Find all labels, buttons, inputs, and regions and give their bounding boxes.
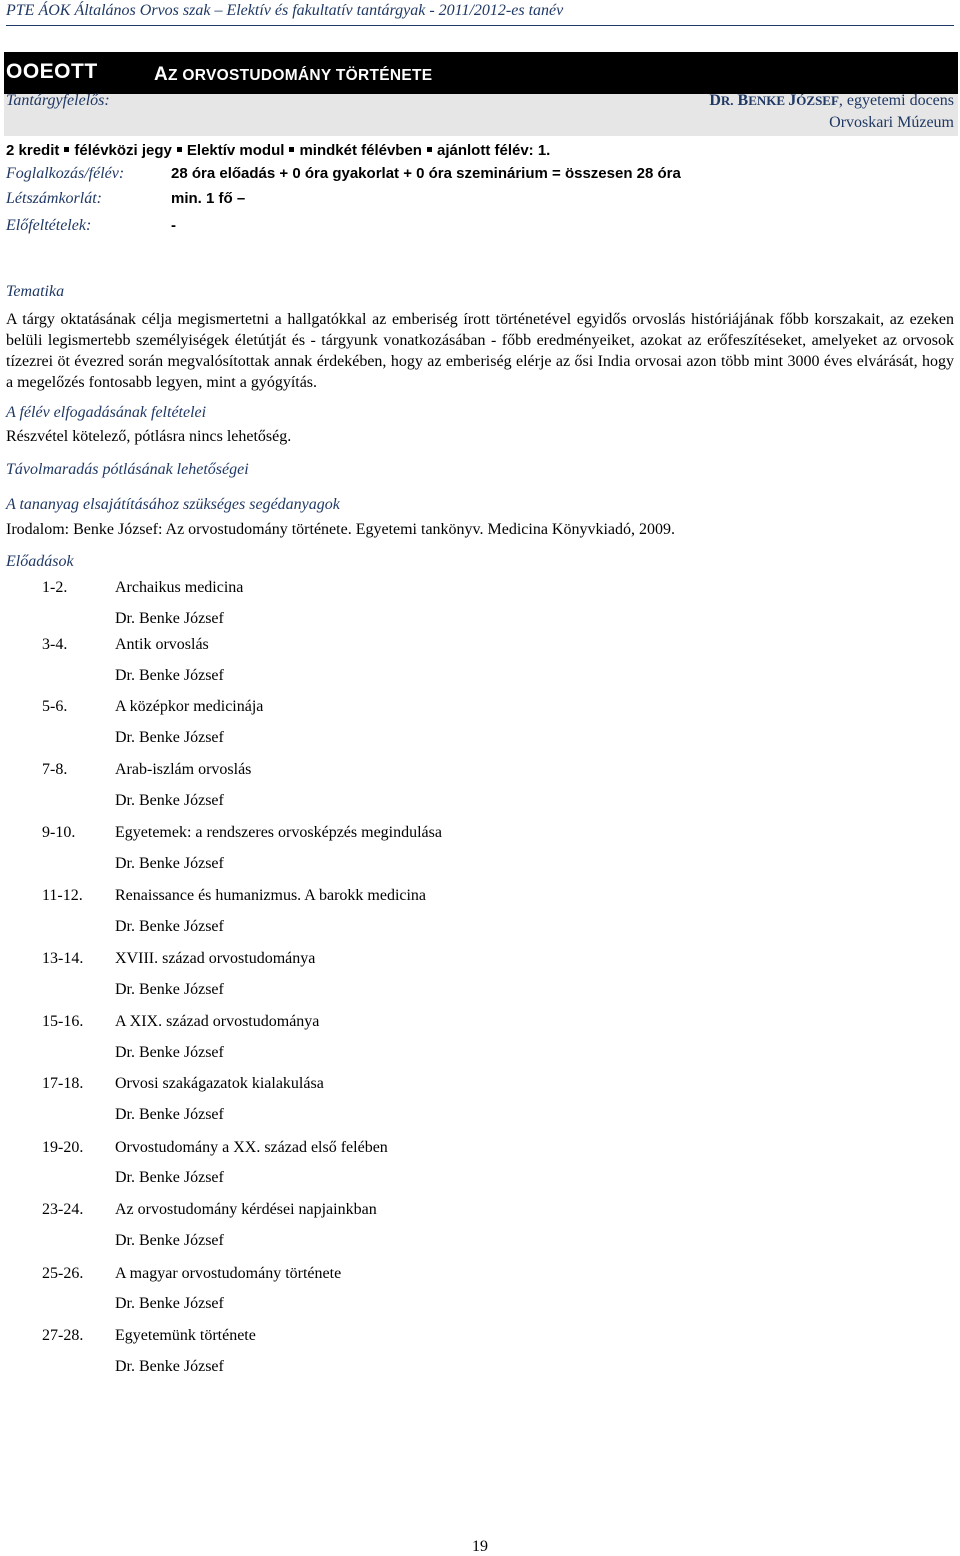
lecture-title: Az orvostudomány kérdései napjainkban bbox=[115, 1201, 377, 1218]
lecture-number: 5-6. bbox=[42, 698, 68, 715]
lecture-lecturer: Dr. Benke József bbox=[115, 855, 224, 872]
lecture-lecturer: Dr. Benke József bbox=[115, 1295, 224, 1312]
lecture-title: Renaissance és humanizmus. A barokk medicina bbox=[115, 887, 427, 904]
exam-type: félévközi jegy bbox=[74, 142, 172, 159]
headcount-row bbox=[6, 190, 245, 208]
lecture-title: Antik orvoslás bbox=[115, 636, 209, 653]
lecture-number: 17-18. bbox=[42, 1075, 84, 1092]
lecture-title: Egyetemek: a rendszeres orvosképzés megindulása bbox=[115, 824, 442, 841]
lecture-title: A középkor medicinája bbox=[115, 698, 264, 715]
responsible-name-cap1: B bbox=[733, 92, 749, 109]
lecture-lecturer: Dr. Benke József bbox=[115, 918, 224, 935]
module: Elektív modul bbox=[186, 142, 285, 159]
lecture-number: 9-10. bbox=[42, 824, 76, 841]
responsible-prefix-cap: D bbox=[709, 92, 721, 109]
acceptance-heading: A félév elfogadásának feltételei bbox=[6, 404, 207, 421]
lecture-number: 27-28. bbox=[42, 1327, 84, 1344]
responsible-name-sc1: ENKE bbox=[748, 93, 789, 108]
materials-heading: A tananyag elsajátításához szükséges segédanyagok bbox=[6, 496, 340, 513]
lecture-number: 19-20. bbox=[42, 1139, 84, 1156]
lecture-title: A XIX. század orvostudománya bbox=[115, 1013, 320, 1030]
lecture-number: 13-14. bbox=[42, 950, 84, 967]
course-title-rest: Z ORVOSTUDOMÁNY TÖRTÉNETE bbox=[168, 67, 433, 84]
bullet-square-icon bbox=[64, 147, 69, 152]
lecture-lecturer: Dr. Benke József bbox=[115, 792, 224, 809]
tematika-text: A tárgy oktatásának célja megismertetni a hallgatókkal az emberiség írott történetével egyidős orvoslás históriájának főbb korszakait, az ezeken belüli legismertebb személyiségek életútját és - tárgyunk vonatkozásában - főbb eredményeiket, azokat az erőfeszítéseket, amelyeket az orvosok tízezrei öt évezred során megvalósítottak annak érdekében, hogy az emberiség elérje az ősi India orvosai azon több mint 3000 éves elvárását, hogy a megelőzés fontosabb legyen, mint a gyógyítás. bbox=[6, 311, 954, 391]
lecture-title: Orvosi szakágazatok kialakulása bbox=[115, 1075, 324, 1092]
lecture-lecturer: Dr. Benke József bbox=[115, 981, 224, 998]
header-divider bbox=[6, 25, 954, 26]
responsible-prefix-sc: R. bbox=[720, 93, 734, 108]
bullet-square-icon bbox=[427, 147, 432, 152]
lecture-number: 1-2. bbox=[42, 579, 68, 596]
lecture-title: XVIII. század orvostudománya bbox=[115, 950, 316, 967]
lecture-lecturer: Dr. Benke József bbox=[115, 610, 224, 627]
responsible-name-sc2: ÓZSEF bbox=[796, 93, 839, 108]
lecture-title: Arab-iszlám orvoslás bbox=[115, 761, 252, 778]
lecture-title: Egyetemünk története bbox=[115, 1327, 256, 1344]
lectures-heading: Előadások bbox=[6, 553, 74, 570]
page-header: PTE ÁOK Általános Orvos szak – Elektív és fakultatív tantárgyak - 2011/2012-es tanév bbox=[6, 2, 564, 19]
lecture-number: 11-12. bbox=[42, 887, 83, 904]
materials-text: Irodalom: Benke József: Az orvostudomány története. Egyetemi tankönyv. Medicina Könyvkiadó, 2009. bbox=[6, 521, 676, 538]
lecture-title: Orvostudomány a XX. század első felében bbox=[115, 1139, 388, 1156]
lecture-lecturer: Dr. Benke József bbox=[115, 729, 224, 746]
semester: mindkét félévben bbox=[299, 142, 422, 159]
lecture-number: 15-16. bbox=[42, 1013, 84, 1030]
course-title-bar bbox=[4, 52, 958, 94]
lecture-number: 7-8. bbox=[42, 761, 68, 778]
responsible-title: , egyetemi docens bbox=[838, 92, 954, 109]
hours-label: Foglalkozás/félév: bbox=[6, 165, 125, 182]
lecture-lecturer: Dr. Benke József bbox=[115, 1358, 224, 1375]
absence-heading: Távolmaradás pótlásának lehetőségei bbox=[6, 461, 249, 478]
lecture-title: Archaikus medicina bbox=[115, 579, 244, 596]
tematika-heading: Tematika bbox=[6, 283, 65, 300]
bullet-square-icon bbox=[289, 147, 294, 152]
page-number: 19 bbox=[472, 1538, 488, 1555]
course-code: OOEOTT bbox=[6, 60, 98, 83]
responsible-label: Tantárgyfelelős: bbox=[6, 92, 110, 109]
lecture-lecturer: Dr. Benke József bbox=[115, 1044, 224, 1061]
lecture-title: A magyar orvostudomány története bbox=[115, 1265, 342, 1282]
lecture-lecturer: Dr. Benke József bbox=[115, 1106, 224, 1123]
lecture-lecturer: Dr. Benke József bbox=[115, 1232, 224, 1249]
headcount-label: Létszámkorlát: bbox=[6, 190, 102, 207]
hours-row bbox=[6, 165, 681, 183]
hours-value: 28 óra előadás + 0 óra gyakorlat + 0 óra szeminárium = összesen 28 óra bbox=[171, 165, 681, 182]
course-meta bbox=[6, 142, 550, 159]
lecture-lecturer: Dr. Benke József bbox=[115, 1169, 224, 1186]
course-title-initial: A bbox=[154, 64, 169, 85]
credit: 2 kredit bbox=[6, 142, 60, 159]
prerequisites-row bbox=[6, 217, 176, 235]
responsible-name-cap2: J bbox=[788, 92, 797, 109]
bullet-square-icon bbox=[177, 147, 182, 152]
prerequisites-label: Előfeltételek: bbox=[6, 217, 92, 234]
lecture-number: 25-26. bbox=[42, 1265, 84, 1282]
lecture-lecturer: Dr. Benke József bbox=[115, 667, 224, 684]
course-title bbox=[154, 64, 432, 86]
acceptance-text: Részvétel kötelező, pótlásra nincs lehetőség. bbox=[6, 428, 292, 445]
responsible-department: Orvoskari Múzeum bbox=[829, 114, 954, 131]
headcount-value: min. 1 fő – bbox=[171, 190, 246, 207]
prerequisites-value: - bbox=[171, 217, 176, 234]
lecture-number: 3-4. bbox=[42, 636, 68, 653]
lecture-number: 23-24. bbox=[42, 1201, 84, 1218]
recommended-semester: ajánlott félév: 1. bbox=[436, 142, 551, 159]
responsible-name bbox=[709, 92, 954, 110]
